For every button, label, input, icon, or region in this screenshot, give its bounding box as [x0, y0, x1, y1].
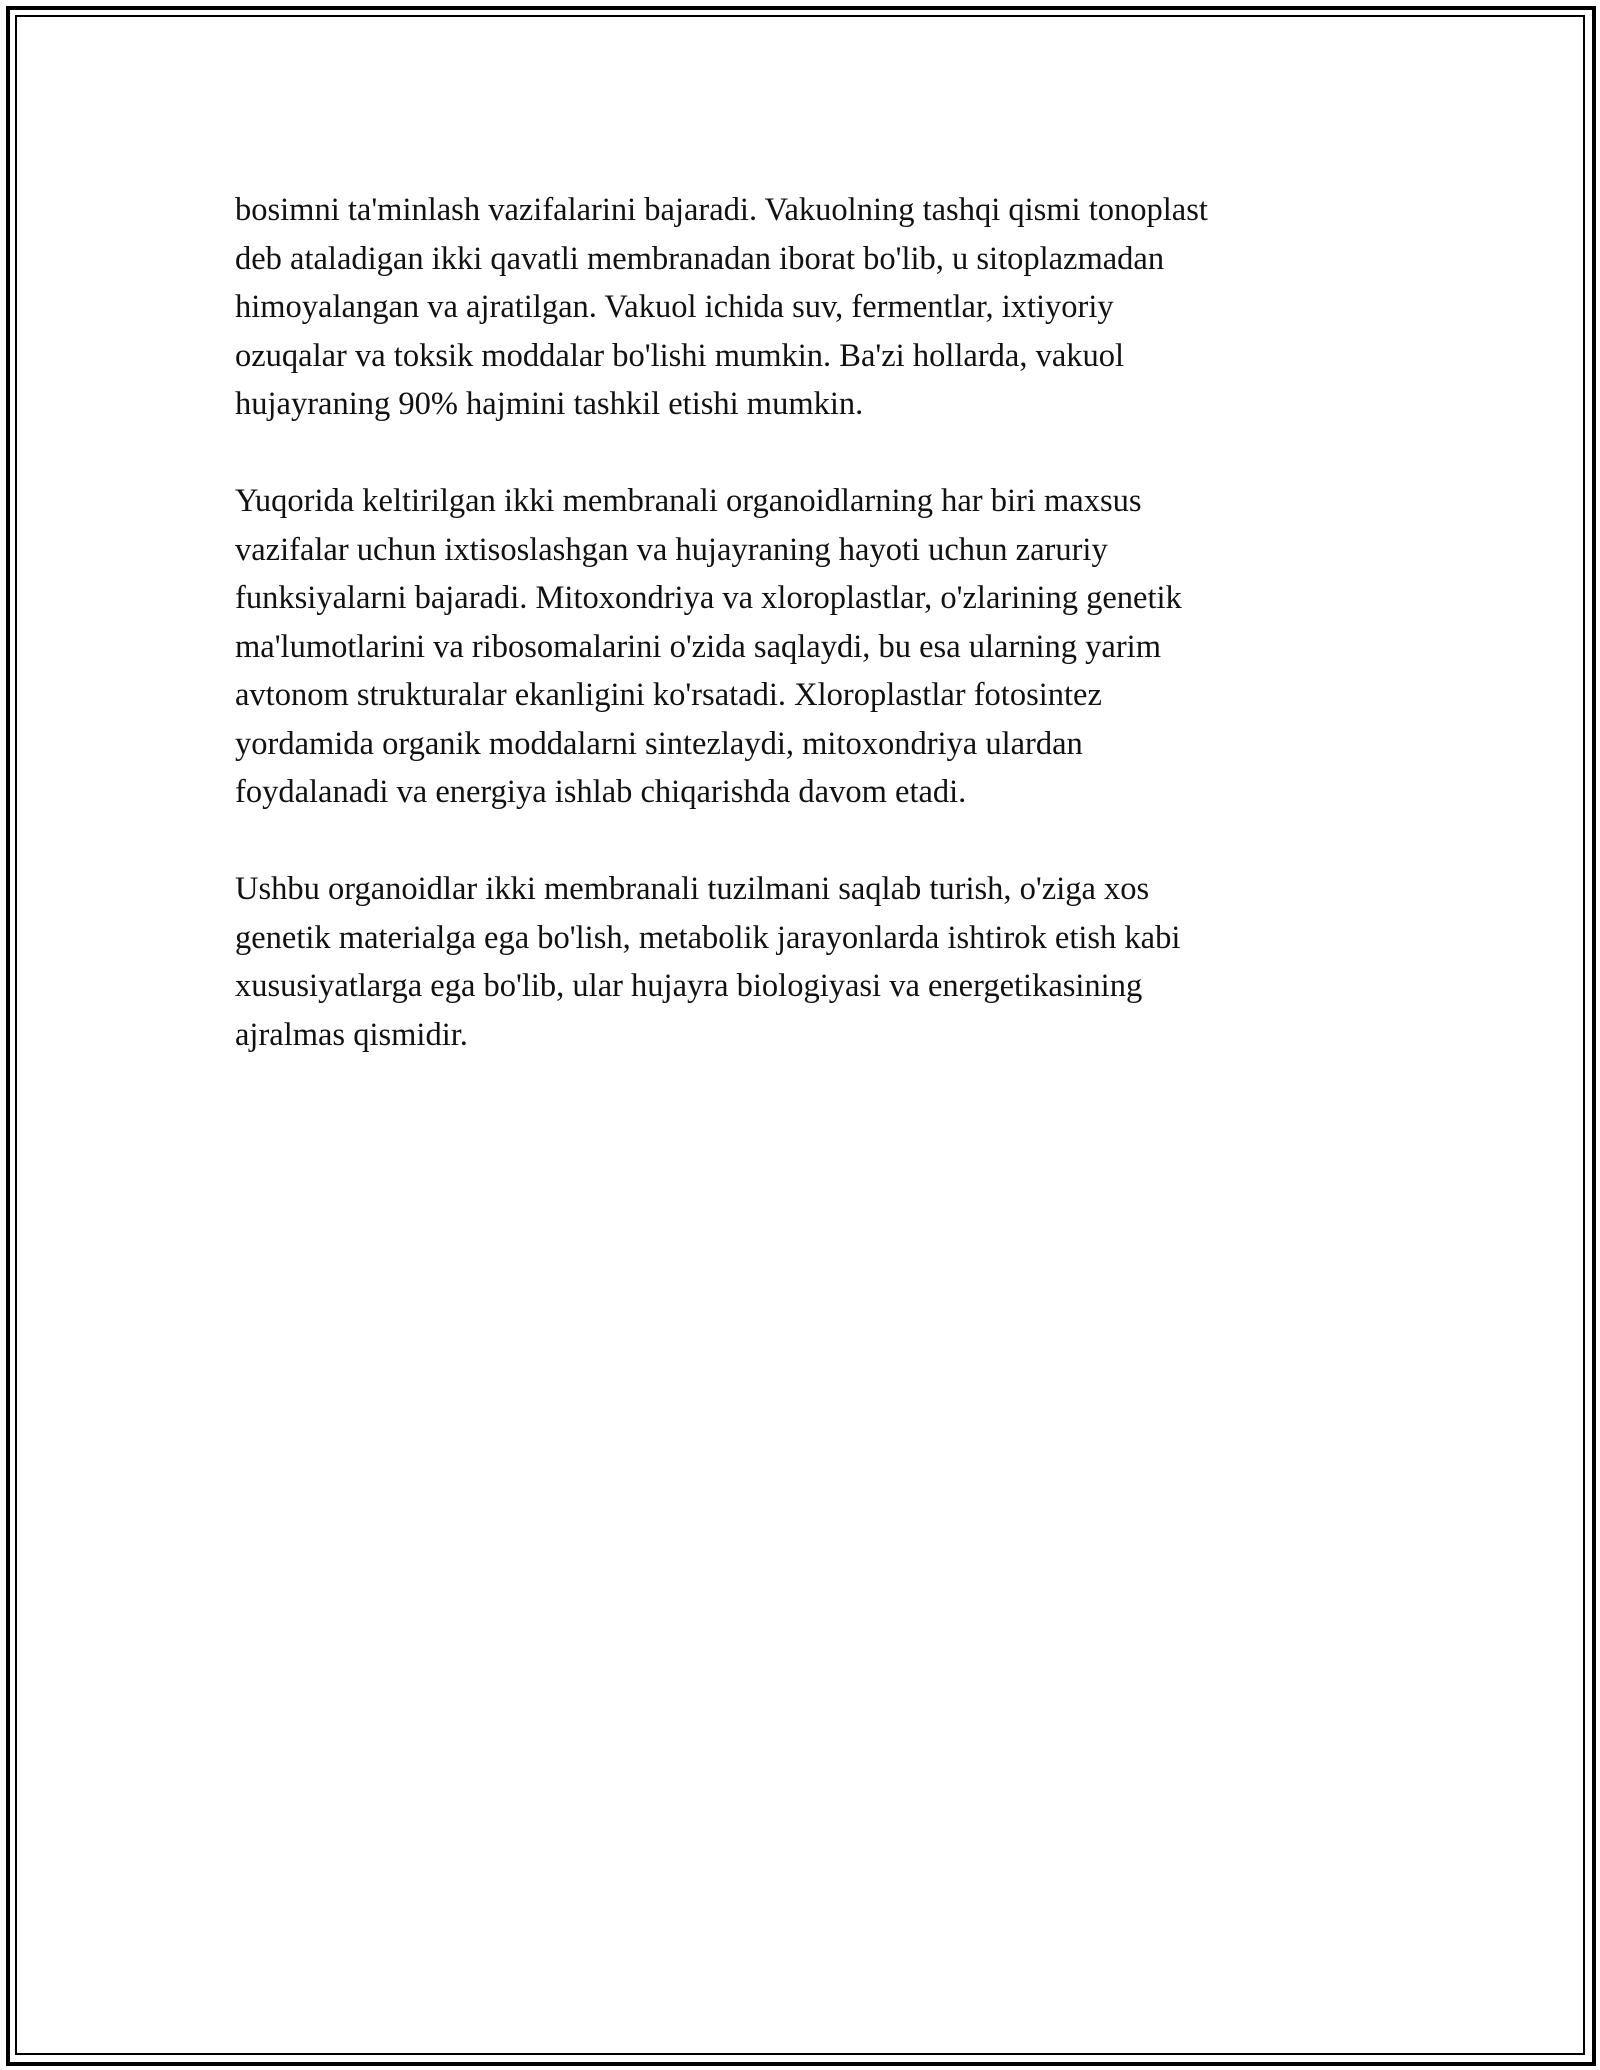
document-body	[235, 186, 1365, 1108]
paragraph-2: Yuqorida keltirilgan ikki membranali organoidlarning har biri maxsus vazifalar uchun ixtisoslashgan va hujayraning hayoti uchun zaruriy funksiyalarni bajaradi. Mitoxondriya va xloroplastlar, o'zlarining genetik ma'lumotlarini va ribosomalarini o'zida saqlaydi, bu esa ularning yarim avtonom strukturalar ekanligini ko'rsatadi. Xloroplastlar fotosintez yordamida organik moddalarni sintezlaydi, mitoxondriya ulardan foydalanadi va energiya ishlab chiqarishda davom etadi.	[235, 483, 1182, 810]
paragraph-3: Ushbu organoidlar ikki membranali tuzilmani saqlab turish, o'ziga xos genetik materialga ega bo'lish, metabolik jarayonlarda ishtirok etish kabi xususiyatlarga ega bo'lib, ular hujayra biologiyasi va energetikasining ajralmas qismidir.	[235, 871, 1181, 1053]
paragraph-1: bosimni ta'minlash vazifalarini bajaradi. Vakuolning tashqi qismi tonoplast deb ataladigan ikki qavatli membranadan iborat bo'lib, u sitoplazmadan himoyalangan va ajratilgan. Vakuol ichida suv, fermentlar, ixtiyoriy ozuqalar va toksik moddalar bo'lishi mumkin. Ba'zi hollarda, vakuol hujayraning 90% hajmini tashkil etishi mumkin.	[235, 192, 1208, 422]
